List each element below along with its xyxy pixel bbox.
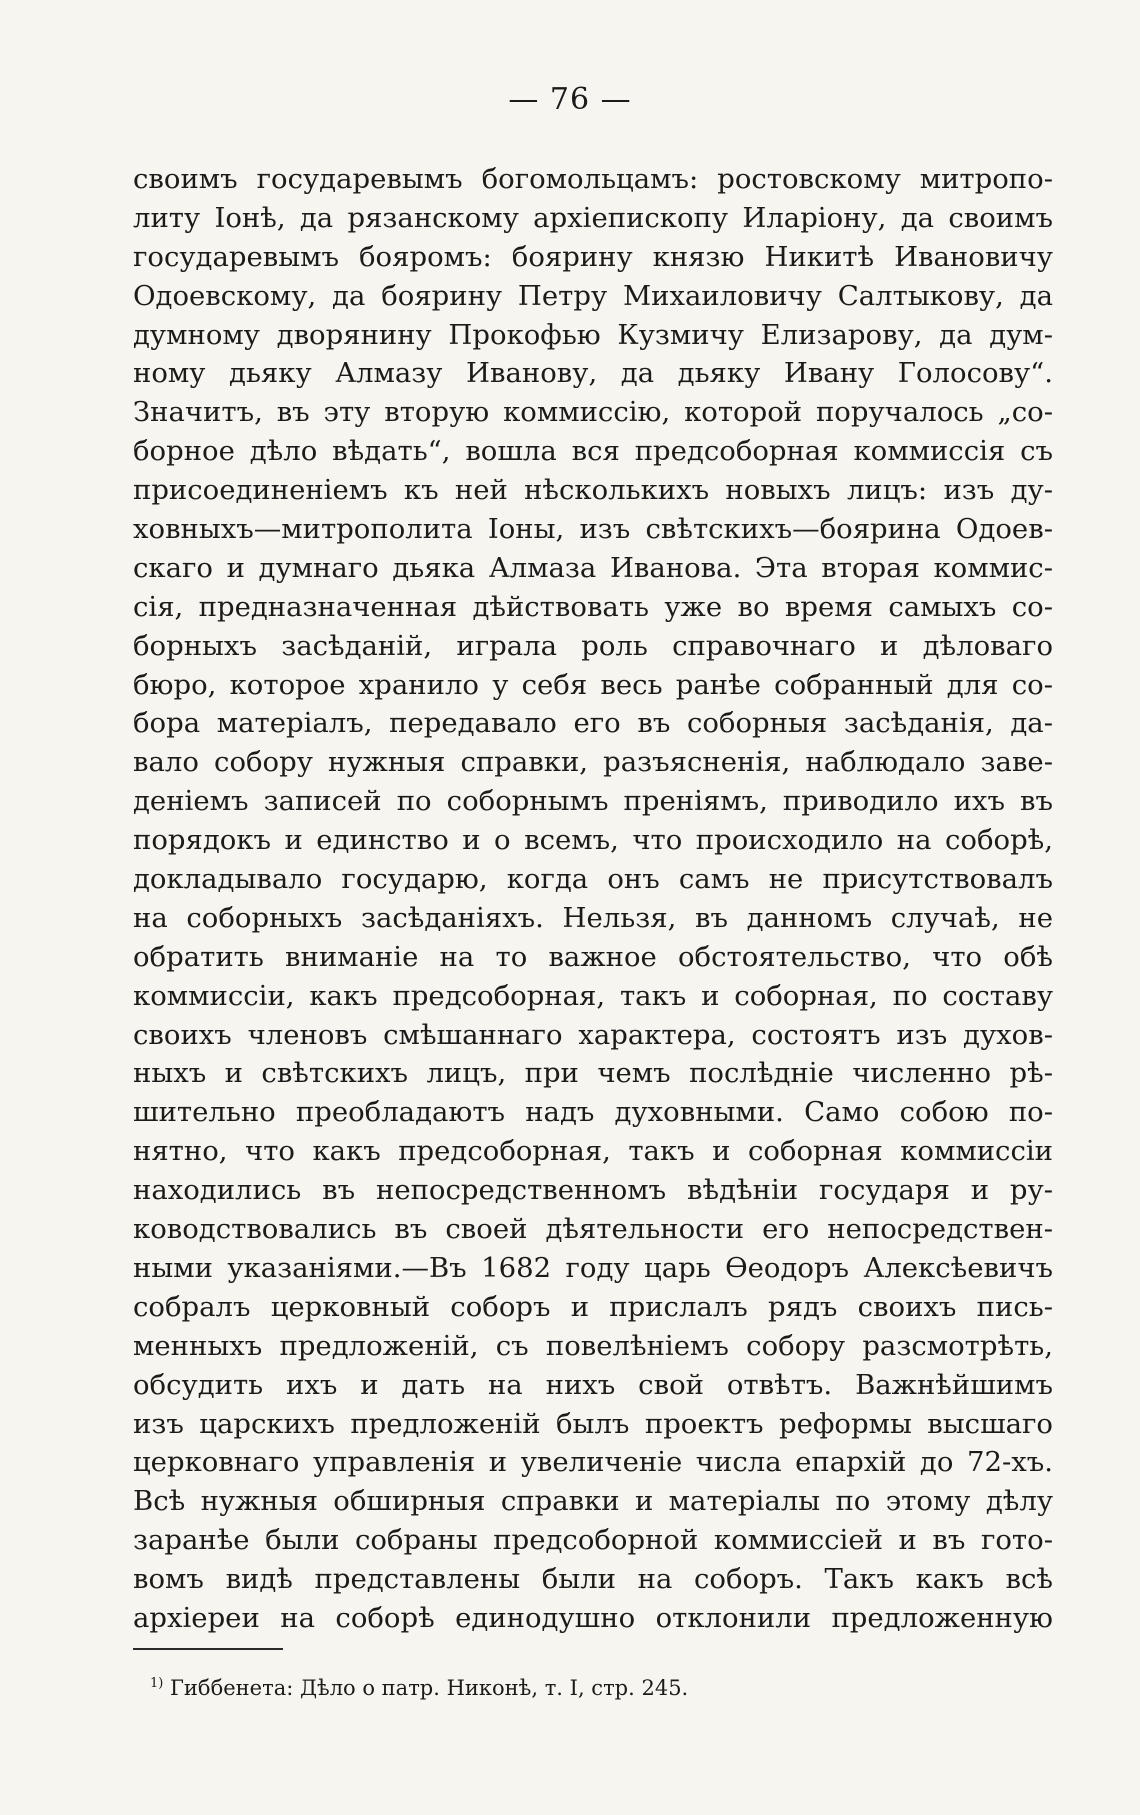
text-line: нятно, что какъ предсоборная, такъ и соборная коммиссіи <box>133 1135 1053 1168</box>
text-line: своимъ государевымъ богомольцамъ: ростовскому митропо- <box>133 163 1053 195</box>
body-text <box>133 160 1053 1638</box>
text-line: на соборныхъ засѣданіяхъ. Нельзя, въ данномъ случаѣ, не <box>133 901 1053 934</box>
text-line: ному дьяку Алмазу Иванову, да дьяку Ивану Голосову“. <box>133 357 1053 390</box>
text-line: своихъ членовъ смѣшаннаго характера, состоятъ изъ духов- <box>133 1018 1053 1051</box>
text-line: скаго и думнаго дьяка Алмаза Иванова. Эта вторая коммис- <box>133 551 1053 584</box>
text-line: борныхъ засѣданій, играла роль справочнаго и дѣловаго <box>133 629 1053 662</box>
text-line: шительно преобладаютъ надъ духовными. Само собою по- <box>133 1096 1053 1129</box>
text-line: государевымъ бояромъ: боярину князю Никитѣ Ивановичу <box>133 240 1053 273</box>
text-line: думному дворянину Прокофью Кузмичу Елизарову, да дум- <box>133 318 1053 351</box>
text-line: вомъ видѣ представлены были на соборъ. Такъ какъ всѣ <box>133 1563 1053 1596</box>
text-line: ховныхъ—митрополита Іоны, изъ свѣтскихъ—боярина Одоев- <box>133 513 1053 546</box>
text-line: изъ царскихъ предложеній былъ проектъ реформы высшаго <box>133 1407 1053 1440</box>
text-line: ководствовались въ своей дѣятельности его непосредствен- <box>133 1213 1053 1246</box>
text-line: коммиссіи, какъ предсоборная, такъ и соборная, по составу <box>133 979 1053 1012</box>
text-line: литу Іонѣ, да рязанскому архіепископу Иларіону, да своимъ <box>133 201 1053 234</box>
text-line: находились въ непосредственномъ вѣдѣніи государя и ру- <box>133 1174 1053 1207</box>
text-line: обратить вниманіе на то важное обстоятельство, что обѣ <box>133 940 1053 973</box>
text-line: деніемъ записей по соборнымъ преніямъ, приводило ихъ въ <box>133 785 1053 818</box>
text-line: Одоевскому, да боярину Петру Михаиловичу Салтыкову, да <box>133 279 1053 312</box>
text-line: сія, предназначенная дѣйствовать уже во время самыхъ со- <box>133 590 1053 623</box>
text-line: ными указаніями.—Въ 1682 году царь Ѳеодоръ Алексѣевичъ <box>133 1251 1053 1284</box>
text-line: бюро, которое хранило у себя весь ранѣе собранный для со- <box>133 668 1053 701</box>
text-line: ныхъ и свѣтскихъ лицъ, при чемъ послѣдніе численно рѣ- <box>133 1057 1053 1090</box>
text-line: докладывало государю, когда онъ самъ не присутствовалъ <box>133 863 1053 896</box>
page-number: — 76 — <box>508 82 632 117</box>
footnote-marker: 1) <box>150 1676 164 1691</box>
footnote-text: Гиббенета: Дѣло о патр. Никонѣ, т. I, стр. 245. <box>170 1676 689 1700</box>
text-line: менныхъ предложеній, съ повелѣніемъ собору разсмотрѣть, <box>133 1329 1053 1362</box>
text-line: Значитъ, въ эту вторую коммиссію, которой поручалось „со- <box>133 396 1053 429</box>
text-line: вало собору нужныя справки, разъясненія, наблюдало заве- <box>133 746 1053 779</box>
text-line: борное дѣло вѣдать“, вошла вся предсоборная коммиссія съ <box>133 435 1053 468</box>
footnote <box>150 1670 688 1702</box>
text-line: присоединеніемъ къ ней нѣсколькихъ новыхъ лицъ: изъ ду- <box>133 474 1053 507</box>
text-line: бора матеріалъ, передавало его въ соборныя засѣданія, да- <box>133 707 1053 740</box>
text-line: церковнаго управленія и увеличеніе числа епархій до 72-хъ. <box>133 1446 1053 1479</box>
text-line: Всѣ нужныя обширныя справки и матеріалы по этому дѣлу <box>133 1485 1053 1518</box>
text-line: архіереи на соборѣ единодушно отклонили предложенную <box>133 1601 1053 1634</box>
text-line: обсудить ихъ и дать на нихъ свой отвѣтъ. Важнѣйшимъ <box>133 1368 1053 1401</box>
footnote-divider <box>133 1648 283 1650</box>
text-line: заранѣе были собраны предсоборной коммиссіей и въ гото- <box>133 1524 1053 1557</box>
text-line: собралъ церковный соборъ и прислалъ рядъ своихъ пись- <box>133 1290 1053 1323</box>
text-line: порядокъ и единство и о всемъ, что происходило на соборѣ, <box>133 824 1053 857</box>
